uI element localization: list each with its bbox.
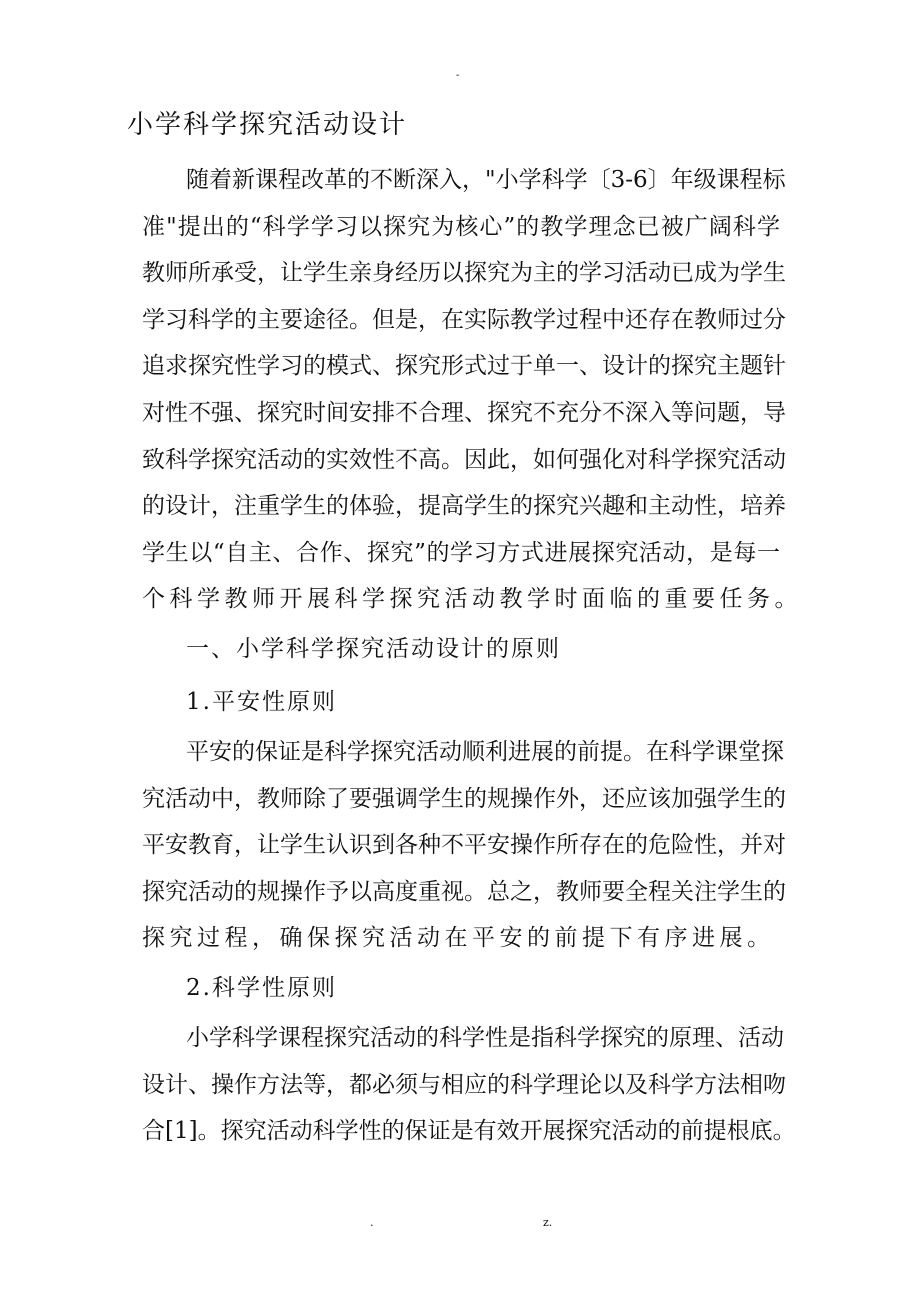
document-title: 小学科学探究活动设计 — [127, 110, 408, 140]
subsection-heading: 1.平安性原则 — [186, 688, 337, 715]
paragraph-3 — [142, 1015, 796, 1155]
text-line: 的设计，注重学生的体验，提高学生的探究兴趣和主动性，培养 — [142, 493, 786, 520]
text-line: 探究活动的规操作予以高度重视。总之，教师要全程关注学生的 — [142, 878, 786, 905]
text-line: 随着新课程改革的不断深入，"小学科学〔3-6〕年级课程标 — [186, 167, 786, 193]
header-mark: - — [456, 70, 460, 81]
document-body — [142, 157, 802, 1155]
section-heading: 一、小学科学探究活动设计的原则 — [186, 635, 561, 662]
subsection-heading: 2.科学性原则 — [186, 974, 337, 1001]
text-line: 学生以“自主、合作、探究”的学习方式进展探究活动，是每一 — [142, 539, 780, 566]
text-line: 对性不强、探究时间安排不合理、探究不充分不深入等问题，导 — [142, 399, 786, 426]
footer-left-mark: . — [370, 1216, 374, 1229]
text-line: 平安教育，让学生认识到各种不平安操作所存在的危险性，并对 — [142, 832, 786, 859]
text-line: 小学科学课程探究活动的科学性是指科学探究的原理、活动 — [186, 1024, 784, 1051]
text-line: 探究过程，确保探究活动在平安的前提下有序进展。 — [142, 925, 775, 952]
text-line: 个科学教师开展科学探究活动教学时面临的重要任务。 — [142, 586, 802, 613]
text-line: 准"提出的“科学学习以探究为核心”的教学理念已被广阔科学 — [142, 213, 780, 240]
text-line: 究活动中，教师除了要强调学生的规操作外，还应该加强学生的 — [142, 785, 786, 812]
text-line: 追求探究性学习的模式、探究形式过于单一、设计的探究主题针 — [142, 353, 786, 380]
paragraph-1 — [142, 157, 802, 623]
text-line: 平安的保证是科学探究活动顺利进展的前提。在科学课堂探 — [186, 738, 784, 765]
footer-right-mark: z. — [543, 1216, 553, 1229]
text-line: 合[1]。探究活动科学性的保证是有效开展探究活动的前提根底。 — [142, 1118, 796, 1145]
text-line: 致科学探究活动的实效性不高。因此，如何强化对科学探究活动 — [142, 446, 786, 473]
text-line: 设计、操作方法等，都必须与相应的科学理论以及科学方法相吻 — [142, 1071, 786, 1098]
paragraph-2 — [142, 729, 786, 962]
text-line: 学习科学的主要途径。但是，在实际教学过程中还存在教师过分 — [142, 306, 786, 333]
text-line: 教师所承受，让学生亲身经历以探究为主的学习活动已成为学生 — [142, 260, 786, 287]
